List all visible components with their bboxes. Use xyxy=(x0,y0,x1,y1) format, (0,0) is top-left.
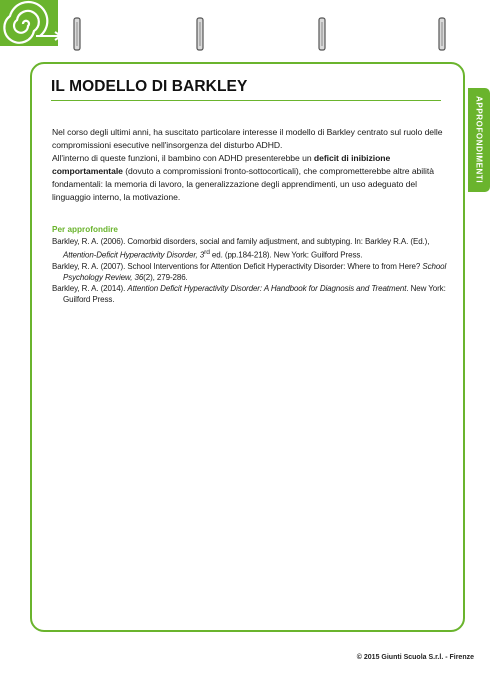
reference-item: Barkley, R. A. (2007). School Interventions for Attention Deficit Hyperactivity Disorder: Where to from Here? School Psychology Review, 36(2), 279-286. xyxy=(52,261,447,282)
body-paragraph: All'interno di queste funzioni, il bambino con ADHD presenterebbe un deficit di inibizione comportamentale (dovuto a compromissioni fronto-sottocorticali), che comprometterebbe altre abilità fondamentali: la memoria di lavoro, la generalizzazione degli apprendimenti, un uso adeguato del linguaggio interno, la motivazione. xyxy=(52,153,434,202)
reference-item: Barkley, R. A. (2006). Comorbid disorders, social and family adjustment, and subtyping. In: Barkley R.A. (Ed.), Attention-Deficit Hyperactivity Disorder, 3rd ed. (pp.184-218). New York: Guilford Press. xyxy=(52,237,430,260)
side-tab xyxy=(468,88,490,192)
copyright-footer: © 2015 Giunti Scuola S.r.l. - Firenze xyxy=(356,654,474,661)
section-title: IL MODELLO DI BARKLEY xyxy=(51,78,248,95)
bold-phrase: deficit di inibizione comportamentale xyxy=(52,153,391,176)
side-tab-label: APPROFONDIMENTI xyxy=(474,96,484,184)
binder-ring-icon xyxy=(439,18,445,50)
binder-ring-icon xyxy=(319,18,325,50)
reference-item: Barkley, R. A. (2014). Attention Deficit Hyperactivity Disorder: A Handbook for Diagnosis and Treatment. New York: Guilford Press. xyxy=(52,283,446,304)
binder-ring-icon xyxy=(74,18,80,50)
body-paragraph: Nel corso degli ultimi anni, ha suscitato particolare interesse il modello di Barkley centrato sul ruolo delle compromissioni esecutive nell'insorgenza del disturbo ADHD. xyxy=(52,127,443,150)
references-list xyxy=(52,236,452,305)
binder-ring-icon xyxy=(197,18,203,50)
title-divider xyxy=(51,100,441,101)
body-text xyxy=(52,126,447,204)
references-title: Per approfondire xyxy=(52,225,118,234)
binder-rings xyxy=(0,0,500,60)
